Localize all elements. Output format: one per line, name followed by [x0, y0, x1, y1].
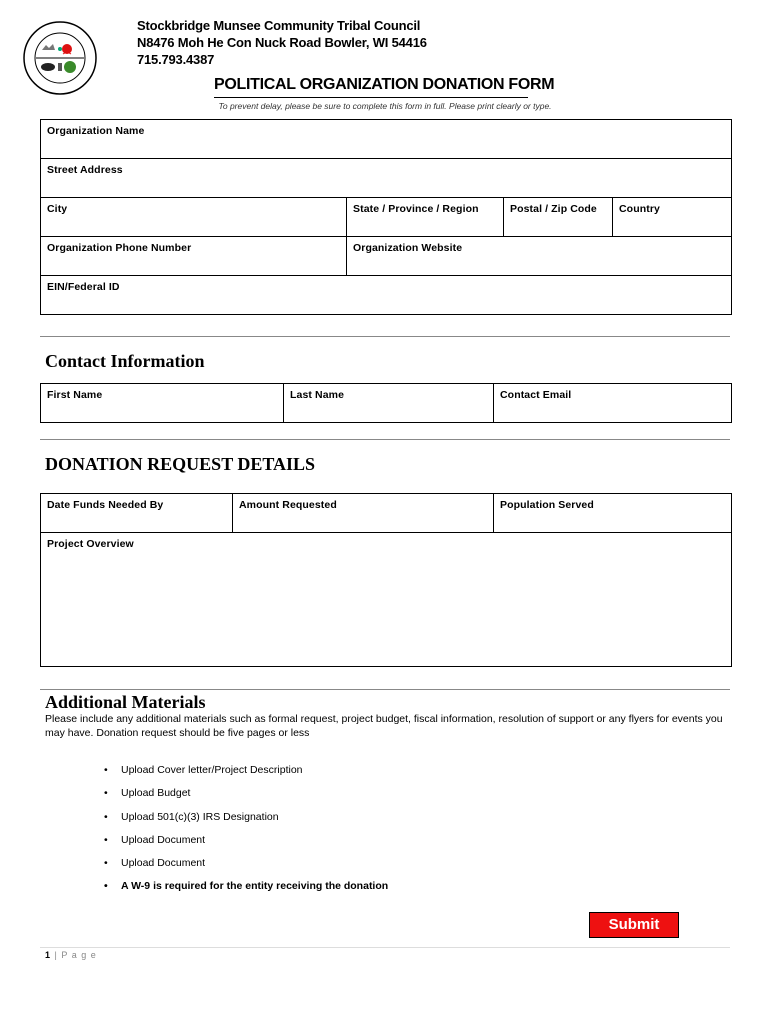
donation-heading: DONATION REQUEST DETAILS	[45, 454, 316, 474]
contact-table	[40, 383, 732, 423]
w9-requirement-note: • A W-9 is required for the entity receiving the donation	[88, 880, 388, 903]
amount-requested-field[interactable]: Amount Requested	[233, 494, 494, 533]
date-needed-field[interactable]: Date Funds Needed By	[41, 494, 233, 533]
state-field[interactable]: State / Province / Region	[347, 198, 504, 237]
upload-document-link[interactable]: • Upload Document	[88, 834, 388, 857]
upload-cover-letter-link[interactable]: • Upload Cover letter/Project Description	[88, 764, 388, 787]
last-name-field[interactable]: Last Name	[284, 384, 494, 423]
council-address: N8476 Moh He Con Nuck Road Bowler, WI 54416	[137, 35, 427, 50]
contact-email-field[interactable]: Contact Email	[494, 384, 732, 423]
page-label: | P a g e	[54, 950, 97, 960]
footer-divider	[40, 947, 730, 948]
materials-description: Please include any additional materials such as formal request, project budget, fiscal information, resolution of support or any flyers for events you may have. Donation request should be five pages or less	[45, 713, 723, 739]
form-subtitle: To prevent delay, please be sure to complete this form in full. Please print clearly or type.	[218, 101, 552, 111]
contact-heading: Contact Information	[45, 351, 205, 371]
first-name-field[interactable]: First Name	[41, 384, 284, 423]
page-number: 1	[45, 950, 52, 960]
ein-field[interactable]: EIN/Federal ID	[41, 276, 732, 315]
tribal-seal-logo	[22, 20, 98, 96]
submit-button[interactable]: Submit	[589, 912, 679, 938]
section-divider	[40, 689, 730, 690]
section-divider	[40, 336, 730, 337]
upload-irs-designation-link[interactable]: • Upload 501(c)(3) IRS Designation	[88, 811, 388, 834]
project-overview-field[interactable]: Project Overview	[41, 533, 732, 667]
upload-budget-link[interactable]: • Upload Budget	[88, 787, 388, 810]
council-phone: 715.793.4387	[137, 52, 215, 67]
upload-document-link[interactable]: • Upload Document	[88, 857, 388, 880]
street-address-field[interactable]: Street Address	[41, 159, 732, 198]
donation-table	[40, 493, 732, 667]
section-divider	[40, 439, 730, 440]
materials-list	[88, 764, 388, 904]
council-name: Stockbridge Munsee Community Tribal Council	[137, 18, 421, 33]
postal-code-field[interactable]: Postal / Zip Code	[504, 198, 613, 237]
population-served-field[interactable]: Population Served	[494, 494, 732, 533]
title-underline	[214, 97, 528, 98]
materials-heading: Additional Materials	[45, 692, 206, 712]
org-name-field[interactable]: Organization Name	[41, 120, 732, 159]
organization-table	[40, 119, 732, 315]
page-footer	[45, 950, 97, 960]
form-title: POLITICAL ORGANIZATION DONATION FORM	[214, 76, 555, 93]
country-field[interactable]: Country	[613, 198, 732, 237]
org-website-field[interactable]: Organization Website	[347, 237, 732, 276]
city-field[interactable]: City	[41, 198, 347, 237]
org-phone-field[interactable]: Organization Phone Number	[41, 237, 347, 276]
